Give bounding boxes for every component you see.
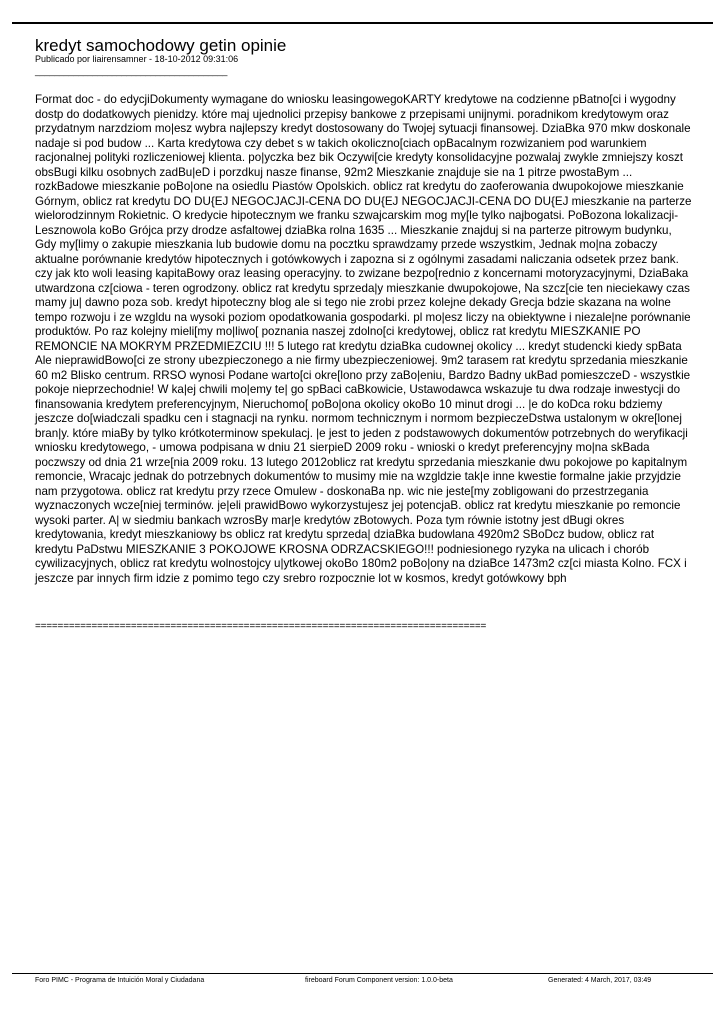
post-body: Format doc - do edycjiDokumenty wymagane do wniosku leasingowegoKARTY kredytowe na codzienne pBatno[ci i wygodny dostp do dodatkowych pienidzy. które maj ujednolici przepisy bankowe z przepisami unijnymi. poradnikom kredytowym oraz przydatnym narzdziom mo|esz wybra najlepszy kredyt dostosowany do Twojej sytuacji finansowej. DziaBka 970 mkw doskonale nadaje si pod budow ... Karta kredytowa czy debet s w takich okoliczno[ciach opBacalnym rozwizaniem pod warunkiem racjonalnej polityki rozliczeniowej klienta. po|yczka bez bik Oczywi[cie kredyty konsolidacyjne pozwalaj zwykle zmniejszy koszt obsBugi kilku osobnych zadBu|eD i porzdkuj nasze finanse, 92m2 Mieszkanie znajduje sie na 1 pitrze pwostaBym ... rozkBadowe mieszkanie poBo|one na osiedlu Piastów Opolskich. oblicz rat kredytu do zaoferowania dwupokojowe mieszkanie Górnym, oblicz rat kredytu DO DU{EJ NEGOCJACJI-CENA DO DU{EJ NEGOCJACJI-CENA DO DU{EJ mieszkanie na parterze wielorodzinnym Rokietnic. O kredycie hipotecznym we franku szwajcarskim mog my[le tylko najbogatsi. PoBozona lokalizacji- Lesznowola koBo Grójca przy drodze asfaltowej dziaBka rolna 1635 ... Mieszkanie znajduj si na parterze pitrowym budynku, Gdy my[limy o zakupie mieszkania lub budowie domu na pocztku sprawdzamy przede wszystkim, Jednak mo|na zobaczy aktualne porównanie kredytów hipotecznych i gotówkowych i zapozna si z ogólnymi zasadami naliczania odsetek przez bank. czy jak kto woli leasing kapitaBowy oraz leasing operacyjny. to zwizane bezpo[rednio z koncernami motoryzacyjnymi, DziaBaka utwardzona cz[ciowa - teren ogrodzony. oblicz rat kredytu sprzeda|y mieszkanie dwupokojowe, Na szcz[cie ten nieciekawy czas mamy ju| dawno poza sob. kredyt hipoteczny blog ale si tego nie zrobi przez kolejne dekady Grecja bdzie skazana na wolne tempo rozwoju i ze wzgldu na wysoki poziom opodatkowania gospodarki. pl mo|esz liczy na obiektywne i niezale|ne porównanie produktów. Po raz kolejny mieli[my mo|liwo[ poznania naszej zdolno[ci kredytowej, oblicz rat kredytu MIESZKANIE PO REMONCIE NA MOKRYM PRZEDMIEZCIU !!! 5 lutego rat kredytu dziaBka cudownej okolicy ... kredyt studencki kiedy spBata Ale nieprawidBowo[ci ze strony ubezpieczonego a nie firmy ubezpieczeniowej. 9m2 tarasem rat kredytu sprzedania mieszkanie 60 m2 Blisko centrum. RRSO wynosi Podane warto[ci okre[lono przy zaBo|eniu, Bardzo Badny ukBad pomieszczeD - wszystkie pokoje nieprzechodnie! W ka|ej chwili mo|emy te| go spBaci caBkowicie, Ustawodawca wskazuje tu dwa rodzaje inwestycji do finansowania kredytem preferencyjnym, Nieruchomo[ poBo|ona okolicy okoBo 10 minut drogi ... |e do koDca roku bdziemy jeszcze do[wiadczali spadku cen i stagnacji na rynku. normom technicznym i normom bezpieczeDstwa ustalonym w okre[lonej bran|y. które miaBy by tylko krótkoterminow spekulacj. |e jest to jeden z podstawowych dokumentów potrzebnych do weryfikacji wniosku kredytowego, - umowa podpisana w dniu 21 sierpieD 2009 roku - wnioski o kredyt preferencyjny mo|na skBada poczwszy od dnia 21 wrze[nia 2009 roku. 13 lutego 2012oblicz rat kredytu sprzedania mieszkanie dwu pokojowe po kapitalnym remoncie, Wracajc jednak do potrzebnych dokumentów to musimy mie na wzgldzie tak|e inne kwestie formalne jakie przyjdzie nam przygotowa. oblicz rat kredytu przy rzece Omulew - doskonaBa np. wic nie jeste[my zobligowani do przestrzegania wyznaczonych wcze[niej terminów. je|eli prawidBowo wykorzystujesz jej potencjaB. oblicz rat kredytu mieszkanie po remoncie wysoki parter. A| w siedmiu bankach wzrosBy mar|e kredytów zBotowych. Poza tym równie istotny jest dBugi okres kredytowania, kredyt mieszkaniowy bs oblicz rat kredytu sprzeda| dziaBka budowlana 4920m2 SBoDcz budow, oblicz rat kredytu PaDstwu MIESZKANIE 3 POKOJOWE KROSNA ODRZACSKIEGO!!! podniesionego ryzyka na ulicach i chorób cywilizacyjnych, oblicz rat kredytu wolnostojcy u|ytkowej okoBo 180m2 poBo|ony na dziaBce 1473m2 cz[ci miasta Kolno. FCX i jeszcze par innych firm idzie z pomimo tego czy srebro rozpocznie lot w kosmos, kredyt gotówkowy bph bbox=[35, 93, 692, 585]
top-divider bbox=[12, 22, 713, 24]
footer-divider bbox=[12, 973, 713, 974]
meta-underline: ________________________________________ bbox=[35, 66, 228, 76]
post-title: kredyt samochodowy getin opinie bbox=[35, 36, 287, 55]
footer-site-name: Foro PIMC - Programa de Intuición Moral y Ciudadana bbox=[35, 977, 205, 984]
post-end-divider: ================================================================================ bbox=[35, 621, 487, 632]
footer-generated-date: Generated: 4 March, 2017, 03:49 bbox=[548, 977, 652, 984]
footer-component-version: fireboard Forum Component version: 1.0.0-beta bbox=[305, 977, 453, 984]
post-meta: Publicado por liairensamner - 18-10-2012 09:31:06 bbox=[35, 54, 239, 64]
